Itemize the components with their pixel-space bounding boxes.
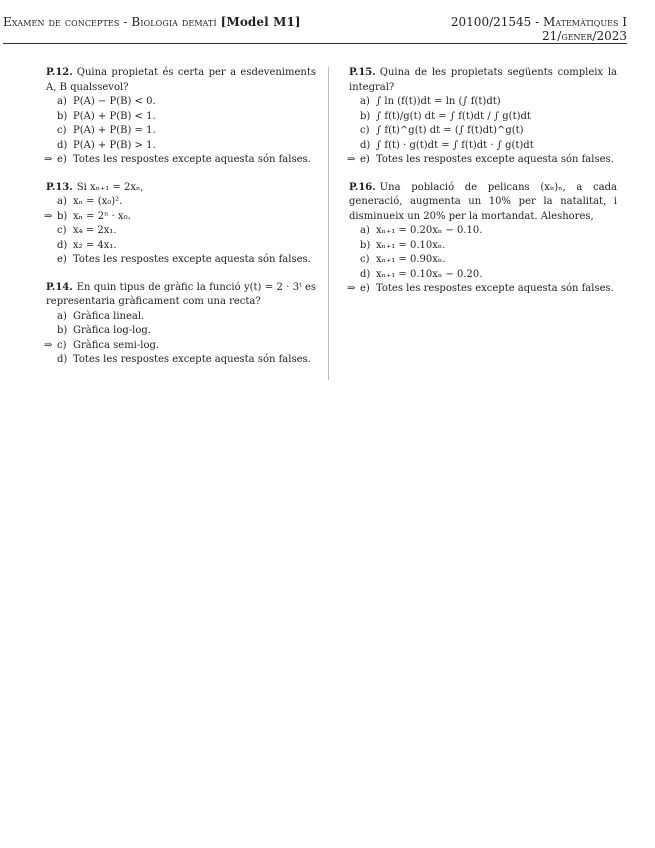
question-text: [349, 181, 617, 225]
question-13: [46, 181, 316, 268]
question-number: P.15.: [349, 67, 376, 78]
option-letter: d): [57, 354, 68, 365]
question-text: [46, 281, 316, 310]
option-letter: a): [57, 96, 67, 107]
answer-option: [46, 139, 316, 154]
option-text: Totes les respostes excepte aquesta són falses.: [73, 254, 311, 265]
answer-options: [46, 95, 316, 168]
answer-options: [46, 310, 316, 368]
answer-option: [46, 110, 316, 125]
option-letter: b): [57, 110, 68, 122]
question-statement: En quin tipus de gràfic la funció y(t) = 2 · 3ᵗ es representaria gràficament com una recta?: [46, 281, 316, 307]
option-letter: e): [360, 154, 370, 165]
question-16: [349, 181, 617, 297]
answer-option: [349, 153, 617, 168]
question-12: [46, 66, 316, 168]
correct-answer-arrow-icon: ⇒: [44, 154, 53, 165]
option-text: ∫ ln (f(t))dt = ln (∫ f(t)dt): [376, 96, 501, 107]
answer-option: [349, 124, 617, 139]
option-letter: a): [360, 96, 370, 107]
answer-options: [46, 195, 316, 268]
option-text: ∫ f(t)^g(t) dt = (∫ f(t)dt)^g(t): [376, 125, 524, 136]
answer-option: [349, 268, 617, 283]
option-text: P(A) + P(B) = 1.: [73, 125, 156, 136]
option-letter: e): [360, 283, 370, 294]
answer-option: [349, 239, 617, 254]
answer-option: [46, 239, 316, 254]
option-text: ∫ f(t)/g(t) dt = ∫ f(t)dt / ∫ g(t)dt: [376, 110, 531, 122]
question-text: [349, 66, 617, 95]
question-number: P.13.: [46, 181, 73, 193]
option-letter: b): [57, 325, 68, 336]
exam-date: 21/gener/2023: [542, 29, 627, 43]
question-text: [46, 66, 316, 95]
answer-option: [349, 110, 617, 125]
option-text: xₙ₊₁ = 0.10xₙ − 0.20.: [376, 268, 483, 280]
answer-option: [349, 224, 617, 239]
course-code: 20100/21545 - Matemàtiques I: [450, 15, 627, 29]
page-header: [3, 15, 627, 45]
answer-option: [46, 210, 316, 225]
option-letter: c): [360, 254, 370, 265]
column-divider: [328, 67, 329, 380]
question-text: [46, 181, 316, 196]
option-text: x₂ = 4x₁.: [73, 239, 117, 251]
option-text: xₙ = (x₀)².: [73, 196, 123, 207]
answer-options: [349, 95, 617, 168]
exam-title-text: Examen de conceptes - Biologia dematí: [3, 15, 221, 29]
left-column: [46, 66, 316, 381]
option-letter: e): [57, 154, 67, 165]
option-letter: d): [57, 139, 68, 151]
option-letter: e): [57, 254, 67, 265]
question-number: P.14.: [46, 281, 73, 293]
option-text: xₙ₊₁ = 0.20xₙ − 0.10.: [376, 225, 483, 236]
question-number: P.16.: [349, 181, 376, 193]
answer-option: [349, 253, 617, 268]
option-letter: b): [360, 239, 371, 251]
option-letter: a): [360, 225, 370, 236]
answer-option: [46, 310, 316, 325]
answer-option: [46, 153, 316, 168]
option-text: ∫ f(t) · g(t)dt = ∫ f(t)dt · ∫ g(t)dt: [376, 139, 534, 151]
correct-answer-arrow-icon: ⇒: [44, 339, 53, 351]
answer-option: [349, 95, 617, 110]
option-letter: c): [360, 125, 370, 136]
correct-answer-arrow-icon: ⇒: [44, 210, 53, 222]
exam-model: [Model M1]: [220, 15, 301, 29]
option-text: xₙ₊₁ = 0.90xₙ.: [376, 254, 446, 265]
answer-option: [46, 339, 316, 354]
option-text: Gràfica lineal.: [73, 310, 145, 322]
answer-option: [46, 253, 316, 268]
answer-option: [46, 124, 316, 139]
question-statement: Si xₙ₊₁ = 2xₙ,: [76, 181, 144, 193]
answer-option: [349, 139, 617, 154]
option-text: x₄ = 2x₁.: [73, 225, 117, 236]
option-text: Totes les respostes excepte aquesta són falses.: [376, 283, 614, 294]
exam-title: [3, 15, 301, 29]
option-letter: d): [360, 268, 371, 280]
option-text: Gràfica semi-log.: [73, 339, 160, 351]
option-text: xₙ = 2ⁿ · x₀.: [73, 210, 131, 222]
option-letter: c): [57, 225, 67, 236]
answer-option: [46, 353, 316, 368]
option-letter: d): [57, 239, 68, 251]
option-text: P(A) − P(B) < 0.: [73, 96, 156, 107]
option-letter: c): [57, 125, 67, 136]
option-letter: b): [57, 210, 68, 222]
option-text: xₙ₊₁ = 0.10xₙ.: [376, 239, 446, 251]
option-letter: d): [360, 139, 371, 151]
question-15: [349, 66, 617, 168]
question-statement: Quina propietat és certa per a esdeveniments A, B qualssevol?: [46, 67, 316, 93]
option-text: Totes les respostes excepte aquesta són falses.: [73, 154, 311, 165]
question-number: P.12.: [46, 67, 73, 78]
answer-options: [349, 224, 617, 297]
course-info: [451, 15, 627, 43]
option-letter: a): [57, 310, 67, 322]
option-text: Gràfica log-log.: [73, 325, 151, 336]
option-text: Totes les respostes excepte aquesta són falses.: [376, 154, 614, 165]
answer-option: [46, 224, 316, 239]
right-column: [349, 66, 617, 310]
correct-answer-arrow-icon: ⇒: [347, 154, 356, 165]
question-14: [46, 281, 316, 368]
option-text: Totes les respostes excepte aquesta són falses.: [73, 354, 311, 365]
answer-option: [46, 95, 316, 110]
answer-option: [349, 282, 617, 297]
question-statement: Una població de pelicans (xₙ)ₙ, a cada generació, augmenta un 10% per la natalitat, i disminueix un 20% per la mortandat. Aleshores,: [349, 181, 617, 222]
option-text: P(A) + P(B) > 1.: [73, 139, 156, 151]
answer-option: [46, 195, 316, 210]
option-letter: a): [57, 196, 67, 207]
correct-answer-arrow-icon: ⇒: [347, 283, 356, 294]
header-rule: [3, 43, 627, 44]
option-letter: c): [57, 339, 67, 351]
answer-option: [46, 324, 316, 339]
question-statement: Quina de les propietats següents compleix la integral?: [349, 67, 617, 93]
option-text: P(A) + P(B) < 1.: [73, 110, 156, 122]
option-letter: b): [360, 110, 371, 122]
